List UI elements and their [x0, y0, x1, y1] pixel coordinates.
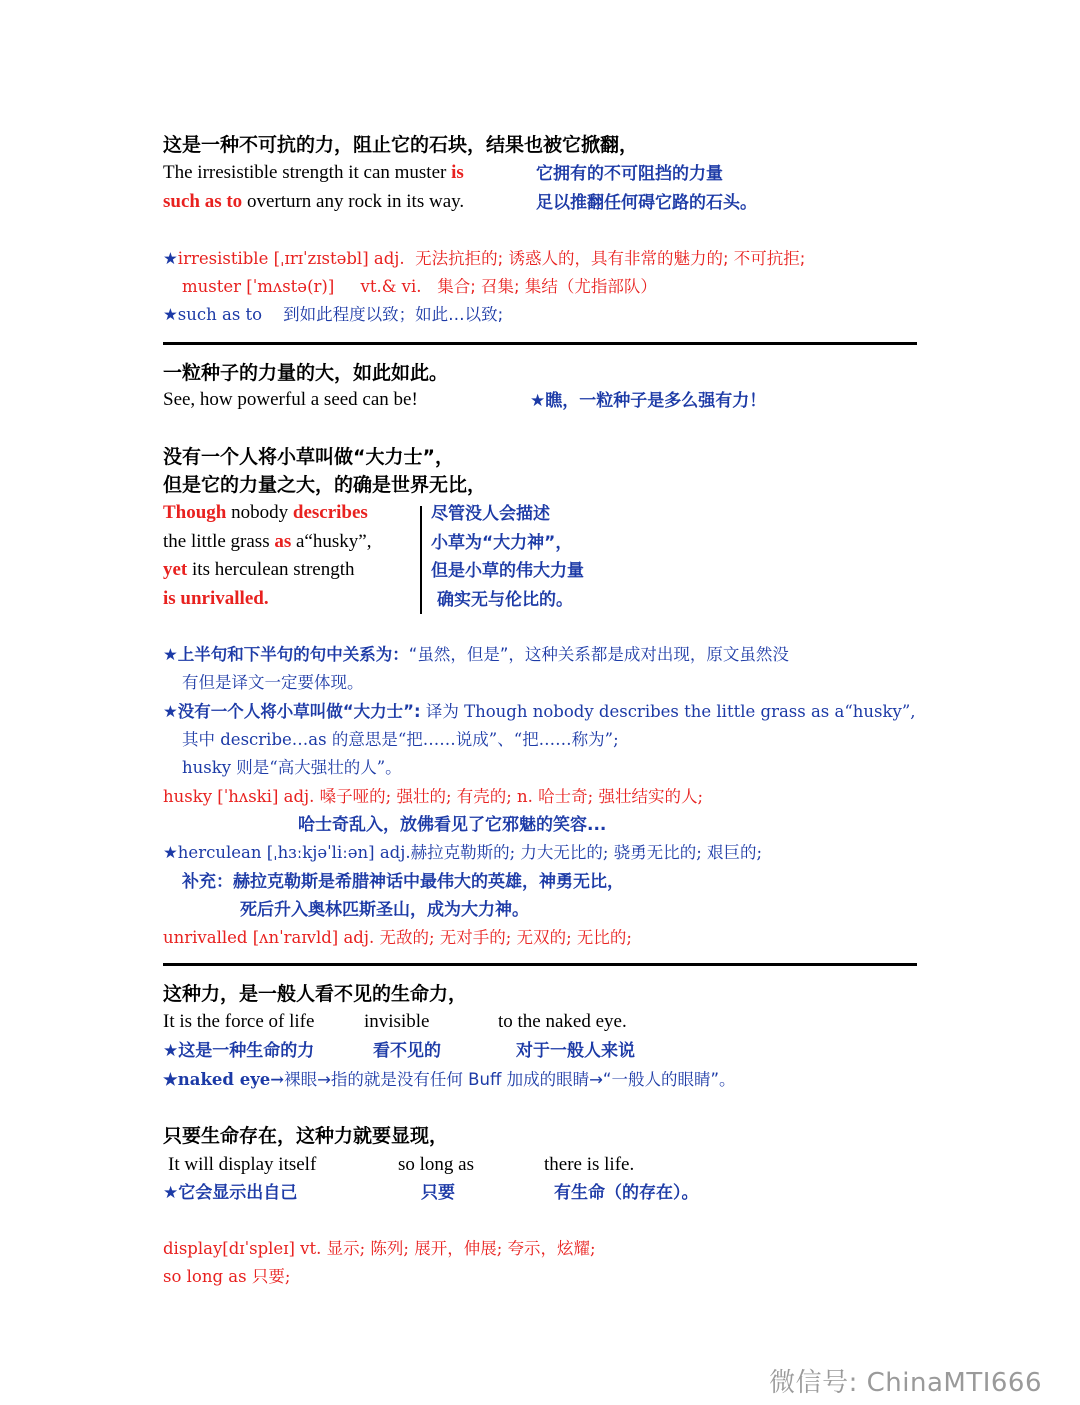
section2-en: See, how powerful a seed can be! [163, 389, 418, 410]
note-naked-eye [163, 1068, 736, 1092]
en-highlight: such as to [163, 191, 243, 212]
note-body: “虽然，但是”，这种关系都是成对出现，原文虽然没 [408, 645, 789, 664]
section5-en-b: so long as [398, 1154, 474, 1175]
note-husky-cont1: 其中 describe…as 的意思是“把……说成”、“把……称为”; [182, 730, 619, 749]
en-highlight: Though [163, 502, 227, 523]
star-icon: ★ [163, 843, 178, 862]
divider [163, 342, 917, 345]
vocab-such-as-to [163, 303, 503, 327]
section3-translation-1: 尽管没人会描述 [431, 504, 550, 524]
section5-tr-b: 只要 [421, 1183, 455, 1203]
vocab-word: irresistible [ˌɪrɪˈzɪstəbl] adj. [177, 249, 405, 268]
vocab-pos: vt.& vi. [360, 277, 422, 296]
section4-tr-c: 对于一般人来说 [516, 1041, 635, 1061]
vocab-muster [182, 275, 657, 299]
en-text: its herculean strength [187, 559, 355, 580]
section4-en-a: It is the force of life [163, 1011, 315, 1032]
star-icon: ★ [163, 305, 178, 324]
section2-translation: ★瞧，一粒种子是多么强有力！ [530, 391, 767, 411]
section3-translation-4: 确实无与伦比的。 [437, 590, 573, 610]
note-relation-cont: 有但是译文一定要体现。 [182, 673, 364, 692]
section3-translation-3: 但是小草的伟大力量 [431, 561, 584, 581]
vocab-irresistible [163, 247, 805, 271]
note-body: 译为 Though nobody describes the little grass as a“husky”, [420, 702, 916, 721]
section5-zh-title: 只要生命存在，这种力就要显现， [163, 1125, 449, 1147]
section5-tr-a: ★它会显示出自己 [163, 1183, 298, 1203]
note-body: 裸眼→指的就是没有任何 Buff 加成的眼睛→“一般人的眼睛”。 [284, 1070, 736, 1089]
en-highlight: is [451, 162, 464, 183]
note-relation [163, 643, 789, 667]
section3-en-line4: is unrivalled. [163, 588, 269, 609]
section4-en-c: to the naked eye. [498, 1011, 627, 1032]
section4-tr-b: 看不见的 [373, 1041, 441, 1061]
watermark: 微信号: ChinaMTI666 [769, 1368, 1042, 1398]
note-head: ★上半句和下半句的句中关系为： [163, 645, 409, 664]
section5-en-a: It will display itself [168, 1154, 317, 1175]
vocab-word: muster [ˈmʌstə(r)] [182, 277, 335, 296]
en-highlight: as [274, 531, 292, 552]
section2-zh-title: 一粒种子的力量的大，如此如此。 [163, 362, 449, 384]
column-divider [420, 506, 422, 614]
supplement-1: 补充：赫拉克勒斯是希腊神话中最伟大的英雄，神勇无比， [182, 872, 624, 892]
en-highlight: yet [163, 559, 188, 580]
section1-en-line1 [163, 161, 464, 185]
vocab-so-long-as: so long as 只要; [163, 1267, 291, 1286]
section5-tr-c: 有生命（的存在）。 [554, 1183, 699, 1203]
star-icon: ★ [163, 249, 178, 268]
note-husky-phrase [163, 700, 916, 724]
supplement-2: 死后升入奥林匹斯圣山，成为大力神。 [240, 900, 529, 920]
vocab-def: 集合; 召集; 集结（尤指部队） [437, 277, 657, 296]
section1-translation-2: 足以推翻任何碍它路的石头。 [536, 193, 757, 213]
vocab-unrivalled: unrivalled [ʌnˈraɪvld] adj. 无敌的; 无对手的; 无双的; 无比的; [163, 928, 632, 947]
section4-tr-a: ★这是一种生命的力 [163, 1041, 315, 1061]
section1-translation-1: 它拥有的不可阻挡的力量 [536, 164, 723, 184]
section4-zh-title: 这种力，是一般人看不见的生命力， [163, 983, 468, 1005]
en-text: overturn any rock in its way. [242, 191, 465, 212]
section3-en-line3 [163, 558, 355, 582]
section3-zh-title-1: 没有一个人将小草叫做“大力士”， [163, 446, 454, 468]
section1-zh-title: 这是一种不可抗的力，阻止它的石块，结果也被它掀翻， [163, 134, 639, 156]
en-highlight: describes [292, 502, 368, 523]
section4-en-b: invisible [364, 1011, 430, 1032]
section3-en-line1 [163, 501, 368, 525]
en-text: nobody [226, 502, 293, 523]
note-head: ★没有一个人将小草叫做“大力士”: [163, 702, 421, 721]
vocab-display: display[dɪˈspleɪ] vt. 显示; 陈列; 展开，伸展; 夸示，炫耀; [163, 1239, 596, 1258]
section3-translation-2: 小草为“大力神”， [431, 533, 573, 553]
vocab-word: such as to [177, 305, 263, 324]
husky-joke: 哈士奇乱入，放佛看见了它邪魅的笑容... [298, 815, 607, 835]
section5-en-c: there is life. [544, 1154, 635, 1175]
vocab-herculean [163, 841, 762, 865]
en-text: The irresistible strength it can muster [163, 162, 452, 183]
note-head: ★naked eye→ [163, 1070, 285, 1089]
note-husky-cont2: husky 则是“高大强壮的人”。 [182, 758, 402, 777]
divider [163, 963, 917, 966]
en-text: a“husky”, [291, 531, 372, 552]
section1-en-line2 [163, 190, 464, 214]
en-text: the little grass [163, 531, 275, 552]
vocab-husky: husky [ˈhʌski] adj. 嗓子哑的; 强壮的; 有壳的; n. 哈士奇; 强壮结实的人; [163, 787, 704, 806]
vocab-def: 到如此程度以致；如此…以致; [283, 305, 504, 324]
section3-zh-title-2: 但是它的力量之大，的确是世界无比， [163, 474, 487, 496]
vocab-line: herculean [ˌhɜːkjəˈliːən] adj.赫拉克勒斯的; 力大无比的; 骁勇无比的; 艰巨的; [177, 843, 763, 862]
section3-en-line2 [163, 530, 371, 554]
vocab-def: 无法抗拒的; 诱惑人的，具有非常的魅力的; 不可抗拒; [415, 249, 806, 268]
